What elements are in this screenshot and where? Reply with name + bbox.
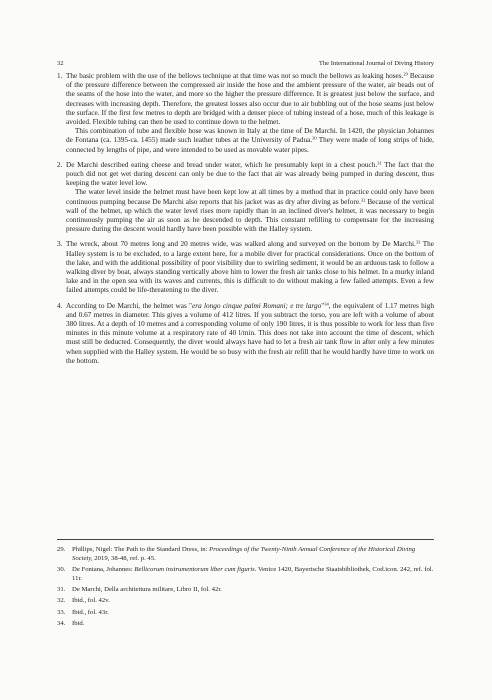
footnote bbox=[57, 609, 434, 618]
footnote-number: 31. bbox=[57, 586, 66, 594]
italic-text: Bellicorum instrumentorum liber cum figuris. bbox=[134, 566, 257, 574]
footnote-number: 33. bbox=[57, 608, 66, 616]
footnote bbox=[57, 620, 434, 629]
text-run: Ibid., fol. 42v. bbox=[72, 597, 110, 605]
item-number: 3. bbox=[57, 240, 63, 249]
footnote-divider bbox=[57, 539, 434, 540]
paragraph bbox=[66, 72, 434, 127]
footnote-number: 29. bbox=[57, 546, 66, 553]
page-header bbox=[57, 58, 434, 70]
footnote-reference: 32 bbox=[360, 197, 366, 203]
footnote-number: 30. bbox=[57, 566, 66, 574]
text-run: They were made of long strips of hide, connected by lengths of pipe, and were intended to be used as movable water pipes. bbox=[66, 136, 434, 154]
item-number: 4. bbox=[57, 301, 63, 310]
paragraph bbox=[66, 302, 434, 366]
footnote-number: 34. bbox=[57, 620, 66, 628]
body-text bbox=[57, 72, 434, 372]
footnote-reference: 34 bbox=[324, 301, 329, 307]
text-run: This combination of tube and flexible hose was known in Italy at the time of De Marchi. In 1420, the physician Johannes de Fontana (ca. 1395-ca. 1455) made such leather tubes at the University of Padua. bbox=[66, 127, 434, 145]
paragraph bbox=[66, 127, 434, 155]
text-run: The Halley system is to be excluded, to a large extent here, for a mobile diver for practical considerations. Once on the bottom of the lake, and with the additional possibility of poor visibility due to swirling sediment, it would be an arduous task to follow a walking diver by boat, always standing vertically above him to lower the fresh air tanks close to his helmet. In a murky inland lake and in the open sea with its waves and currents, this is difficult to do without making a few failed attempts. Even a few failed attempts could be life-threatening to the diver. bbox=[66, 240, 435, 295]
paragraph bbox=[66, 188, 434, 234]
text-run: According to De Marchi, the helmet was " bbox=[66, 301, 193, 310]
footnote-reference: 29 bbox=[403, 71, 408, 77]
footnote-number: 32. bbox=[57, 597, 66, 605]
footnote-reference: 33 bbox=[415, 239, 421, 245]
text-run: Ibid. bbox=[72, 620, 85, 628]
footnote bbox=[57, 586, 434, 595]
paragraph bbox=[66, 161, 434, 189]
footnote-reference: 30 bbox=[312, 135, 317, 141]
item-number: 2. bbox=[57, 160, 63, 169]
text-run: Ibid., fol. 43r. bbox=[72, 608, 109, 616]
text-run: Because of the vertical wall of the helmet, up which the water level rises more rapidly than in an inclined diver's helmet, it was necessary to begin continuously pumping the air as soon as he descended to depth. This constant refilling to compensate for the increasing pressure during the descent would hardly have been possible with the Halley system. bbox=[66, 197, 434, 234]
numbered-item bbox=[57, 161, 434, 235]
text-run: 2019, 38-48, ref. p. 45. bbox=[92, 554, 156, 562]
text-run: Phillips, Nigel: The Path to the Standard Dress, in: bbox=[72, 546, 210, 553]
numbered-item bbox=[57, 302, 434, 366]
footnote bbox=[57, 597, 434, 606]
footnote bbox=[57, 546, 434, 564]
journal-title: The International Journal of Diving History bbox=[318, 60, 434, 67]
text-run: , the equivalent of 1.17 metres high and 0.67 metres in diameter. This gives a volume of 412 litres. If you subtract the torso, you are left with a volume of about 380 litres. At a depth of 10 metres and a corresponding volume of only 190 litres, it is thus possible to work for less than five minutes in this minute volume at a respiratory rate of 40 l/min. This does not take into account the time of descent, which must still be deducted. Consequently, the diver would always have had to let a fresh air tank flow in after only a few minutes when supplied with the Halley system. He would be so busy with the fresh air refill that he would hardly have time to work on the bottom. bbox=[66, 301, 434, 365]
footnotes bbox=[57, 546, 434, 631]
paragraph bbox=[66, 240, 434, 295]
numbered-item bbox=[57, 240, 434, 295]
text-run: The basic problem with the use of the bellows technique at that time was not so much the bellows as leaking hoses. bbox=[66, 72, 404, 80]
text-run: The wreck, about 70 metres long and 20 metres wide, was walked along and surveyed on the bottom by De Marchi. bbox=[66, 240, 416, 249]
text-run: De Marchi described eating cheese and bread under water, which he presumably kept in a chest pouch. bbox=[66, 160, 378, 169]
footnote bbox=[57, 566, 434, 584]
text-run: Venice 1420, Bayerische Staatsbibliothek, Cod.icon. 242, ref. fol. 11r. bbox=[72, 566, 434, 582]
numbered-item bbox=[57, 72, 434, 155]
text-run: The fact that the pouch did not get wet during descent can only be due to the fact that air was already being pumped in during descent, thus keeping the water level low. bbox=[66, 160, 434, 188]
text-run: The water level inside the helmet must have been kept low at all times by a method that in practice could only have been continuous pumping because De Marchi also reports that his jacket was as dry after diving as before. bbox=[66, 188, 434, 206]
text-run: Because of the pressure difference between the compressed air inside the hose and the ambient pressure of the water, air beads out of the seams of the hose into the water, and more so the higher the pressure difference. It is greatest just below the surface, and decreases with increasing depth. Therefore, the greatest losses also occur due to air bubbling out of the hose seams just below the surface. If the first few metres to depth are bridged with a denser piece of tubing instead of a hose, much of this leakage is avoided. Flexible tubing can then be used to continue down to the helmet. bbox=[66, 72, 435, 127]
italic-text: era longo cinque palmi Romani; e tre largo bbox=[192, 301, 322, 310]
footnote-reference: 31 bbox=[377, 160, 382, 166]
page-number: 32 bbox=[57, 60, 64, 67]
italic-text: Proceedings of the Twenty-Ninth Annual Conference of the Historical Diving Society, bbox=[72, 546, 416, 562]
text-run: De Fontana, Johannes: bbox=[72, 566, 135, 574]
item-number: 1. bbox=[57, 72, 63, 80]
text-run: De Marchi, Della architettura militare, Libro II, fol. 42r. bbox=[72, 586, 222, 594]
text-run: " bbox=[321, 301, 325, 310]
